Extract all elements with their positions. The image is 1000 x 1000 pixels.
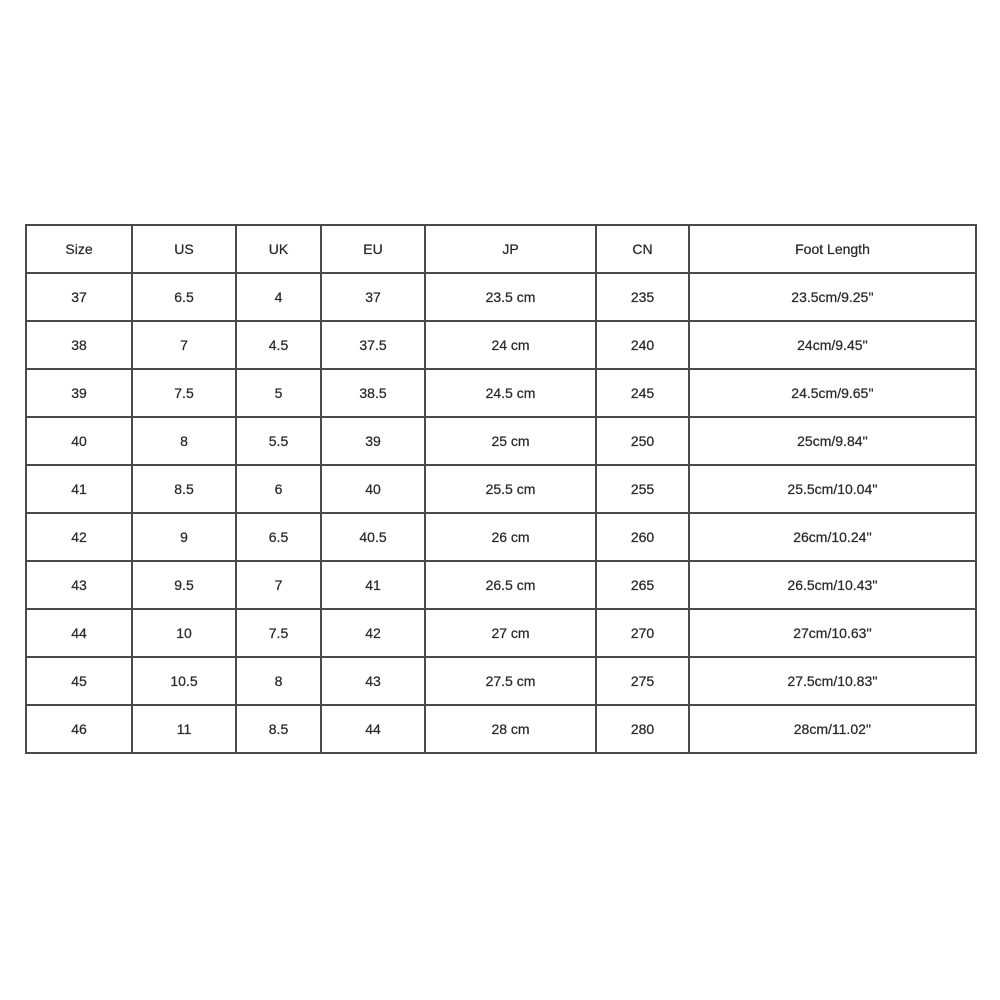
cell-uk: 7 xyxy=(236,561,321,609)
cell-foot-length: 24cm/9.45'' xyxy=(689,321,976,369)
cell-us: 8.5 xyxy=(132,465,236,513)
table-row xyxy=(26,321,976,369)
table-row xyxy=(26,513,976,561)
cell-uk: 4 xyxy=(236,273,321,321)
cell-uk: 8.5 xyxy=(236,705,321,753)
cell-us: 9 xyxy=(132,513,236,561)
cell-eu: 42 xyxy=(321,609,425,657)
cell-size: 41 xyxy=(26,465,132,513)
cell-foot-length: 23.5cm/9.25'' xyxy=(689,273,976,321)
cell-us: 11 xyxy=(132,705,236,753)
cell-size: 45 xyxy=(26,657,132,705)
table-row xyxy=(26,417,976,465)
header-uk: UK xyxy=(236,225,321,273)
cell-eu: 40 xyxy=(321,465,425,513)
cell-us: 9.5 xyxy=(132,561,236,609)
cell-uk: 7.5 xyxy=(236,609,321,657)
cell-jp: 27 cm xyxy=(425,609,596,657)
cell-jp: 28 cm xyxy=(425,705,596,753)
cell-size: 43 xyxy=(26,561,132,609)
cell-size: 39 xyxy=(26,369,132,417)
cell-foot-length: 27.5cm/10.83'' xyxy=(689,657,976,705)
size-chart-body xyxy=(26,273,976,753)
cell-foot-length: 26.5cm/10.43'' xyxy=(689,561,976,609)
cell-us: 10.5 xyxy=(132,657,236,705)
cell-size: 44 xyxy=(26,609,132,657)
cell-us: 8 xyxy=(132,417,236,465)
cell-foot-length: 25.5cm/10.04'' xyxy=(689,465,976,513)
cell-jp: 24 cm xyxy=(425,321,596,369)
table-row xyxy=(26,369,976,417)
cell-size: 42 xyxy=(26,513,132,561)
cell-size: 37 xyxy=(26,273,132,321)
cell-eu: 41 xyxy=(321,561,425,609)
cell-cn: 260 xyxy=(596,513,689,561)
table-row xyxy=(26,657,976,705)
cell-uk: 4.5 xyxy=(236,321,321,369)
table-row xyxy=(26,465,976,513)
table-row xyxy=(26,705,976,753)
cell-uk: 6.5 xyxy=(236,513,321,561)
cell-eu: 37.5 xyxy=(321,321,425,369)
cell-foot-length: 26cm/10.24'' xyxy=(689,513,976,561)
cell-cn: 270 xyxy=(596,609,689,657)
cell-jp: 25.5 cm xyxy=(425,465,596,513)
cell-foot-length: 24.5cm/9.65'' xyxy=(689,369,976,417)
cell-us: 7.5 xyxy=(132,369,236,417)
cell-eu: 43 xyxy=(321,657,425,705)
cell-cn: 280 xyxy=(596,705,689,753)
cell-us: 10 xyxy=(132,609,236,657)
cell-jp: 27.5 cm xyxy=(425,657,596,705)
cell-foot-length: 28cm/11.02'' xyxy=(689,705,976,753)
cell-size: 40 xyxy=(26,417,132,465)
cell-uk: 5.5 xyxy=(236,417,321,465)
size-chart-table xyxy=(25,224,977,754)
cell-cn: 265 xyxy=(596,561,689,609)
header-row xyxy=(26,225,976,273)
cell-cn: 245 xyxy=(596,369,689,417)
cell-cn: 240 xyxy=(596,321,689,369)
table-row xyxy=(26,273,976,321)
header-us: US xyxy=(132,225,236,273)
cell-cn: 235 xyxy=(596,273,689,321)
cell-foot-length: 27cm/10.63'' xyxy=(689,609,976,657)
cell-eu: 39 xyxy=(321,417,425,465)
cell-jp: 24.5 cm xyxy=(425,369,596,417)
cell-cn: 255 xyxy=(596,465,689,513)
cell-uk: 6 xyxy=(236,465,321,513)
table-row xyxy=(26,561,976,609)
cell-eu: 44 xyxy=(321,705,425,753)
cell-cn: 250 xyxy=(596,417,689,465)
cell-size: 46 xyxy=(26,705,132,753)
header-eu: EU xyxy=(321,225,425,273)
cell-uk: 5 xyxy=(236,369,321,417)
cell-jp: 26.5 cm xyxy=(425,561,596,609)
cell-foot-length: 25cm/9.84'' xyxy=(689,417,976,465)
cell-uk: 8 xyxy=(236,657,321,705)
header-foot-length: Foot Length xyxy=(689,225,976,273)
cell-eu: 38.5 xyxy=(321,369,425,417)
cell-size: 38 xyxy=(26,321,132,369)
table-row xyxy=(26,609,976,657)
cell-us: 6.5 xyxy=(132,273,236,321)
cell-cn: 275 xyxy=(596,657,689,705)
header-jp: JP xyxy=(425,225,596,273)
cell-jp: 26 cm xyxy=(425,513,596,561)
header-cn: CN xyxy=(596,225,689,273)
cell-eu: 37 xyxy=(321,273,425,321)
cell-jp: 23.5 cm xyxy=(425,273,596,321)
cell-us: 7 xyxy=(132,321,236,369)
cell-eu: 40.5 xyxy=(321,513,425,561)
size-chart-header xyxy=(26,225,976,273)
cell-jp: 25 cm xyxy=(425,417,596,465)
header-size: Size xyxy=(26,225,132,273)
